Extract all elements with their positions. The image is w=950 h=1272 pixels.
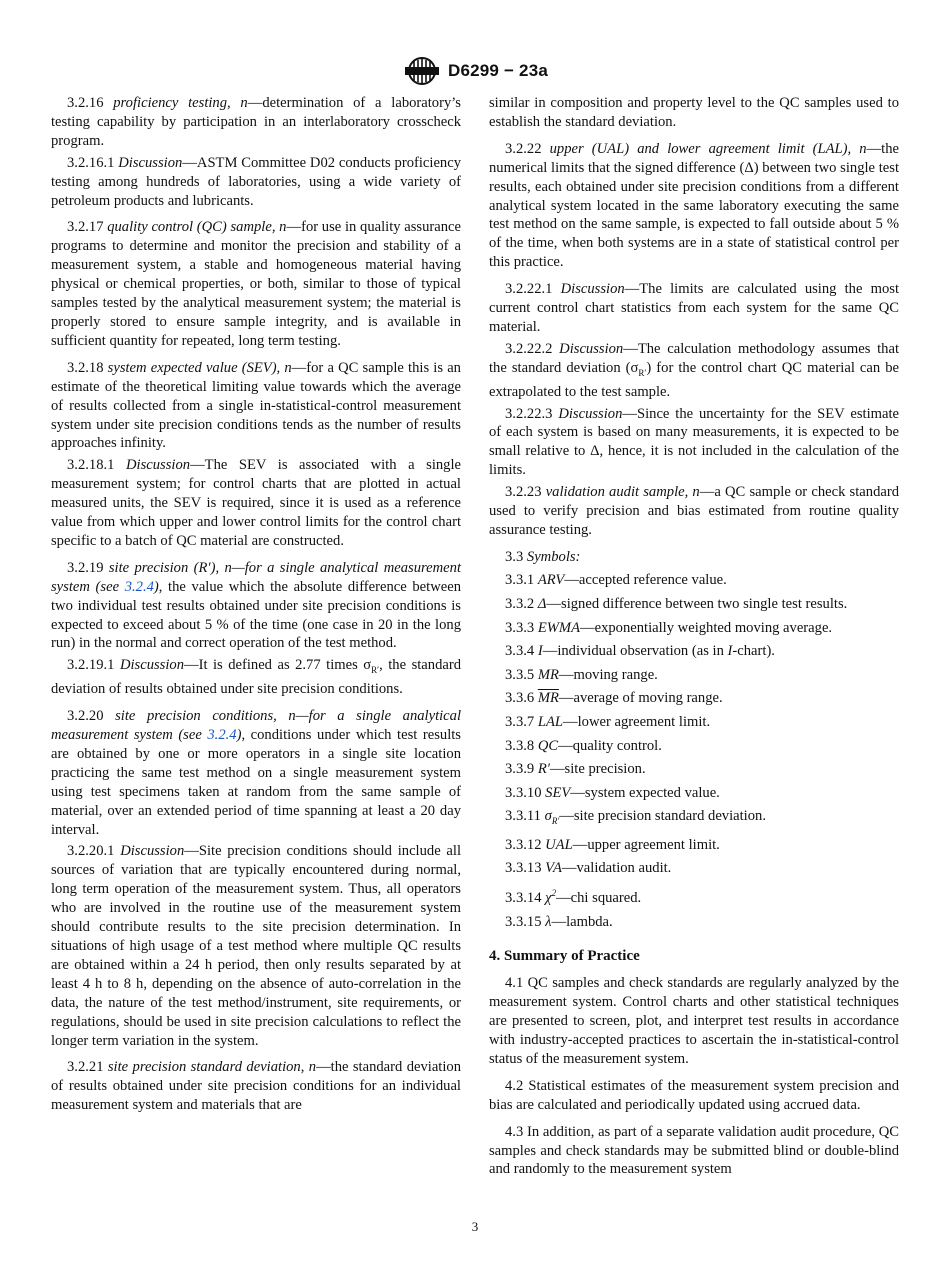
para-3-2-22-3: 3.2.22.3 Discussion—Since the uncertainty for the SEV estimate of each system is based on many measurements, it is expected to be small relative to Δ, hence, it is not included in the calculation of the limits. bbox=[489, 405, 899, 479]
left-column bbox=[51, 94, 461, 1115]
page-number: 3 bbox=[471, 1219, 479, 1234]
document-id: D6299 − 23a bbox=[447, 60, 549, 80]
para-4-2: 4.2 Statistical estimates of the measurement system precision and bias are calculated and periodically updated using accrued data. bbox=[489, 1077, 899, 1113]
para-3-2-20-1: 3.2.20.1 Discussion—Site precision conditions should include all sources of variation that are typically encountered during normal, long term operation of the measurement system. Thus, all operators who are involved in the routine use of the measurement system should contribute results to the site precision determination. In situations of high usage of a test method where multiple QC results are obtained within a 24 h period, then only results separated by at least 4 h to 8 h, depending on the absence of auto-correlation in the data, the nature of the test method/instrument, site requirements, or regulations, should be used in site precision calculations to reflect the longer term variation in the system. bbox=[51, 843, 461, 1049]
para-3-2-22: 3.2.22 upper (UAL) and lower agreement limit (LAL), n—the numerical limits that the signed difference (Δ) between two single test results, each obtained under site precision conditions from a different analytical system located in the same laboratory executing the same test method on the same sample, is expected to fall outside about 5 % of the time, when both systems are in a state of statistical control per this practice. bbox=[489, 140, 899, 271]
section-heading-4: 4. Summary of Practice bbox=[489, 948, 640, 965]
para-continued: similar in composition and property level to the QC samples used to establish the standard deviation. bbox=[489, 95, 899, 130]
para-4-1: 4.1 QC samples and check standards are regularly analyzed by the measurement system. Control charts and other statistical techniques are presented to screen, plot, and interpret test results in accordance with industry-accepted practices to ascertain the in-statistical-control status of the measurement system. bbox=[489, 975, 900, 1067]
ref-link-3-2-4[interactable]: 3.2.4 bbox=[124, 578, 154, 595]
symbol-item: 3.3.12 UAL—upper agreement limit. bbox=[505, 836, 720, 853]
symbol-item: 3.3.3 EWMA—exponentially weighted moving average. bbox=[505, 619, 833, 636]
para-3-2-23: 3.2.23 validation audit sample, n—a QC sample or check standard used to verify precision and bias estimated from routine quality assurance testing. bbox=[489, 484, 899, 538]
symbol-item: 3.3.5 MR—moving range. bbox=[505, 666, 658, 683]
symbol-item: 3.3.7 LAL—lower agreement limit. bbox=[505, 714, 711, 730]
para-3-2-21: 3.2.21 site precision standard deviation, n—the standard deviation of results obtained under site precision conditions for an individual measurement system and materials that are bbox=[51, 1059, 461, 1114]
para-3-2-19-1: 3.2.19.1 Discussion—It is defined as 2.77 times $\sigma_{R'}$, the standard deviation of results obtained under site precision conditions. bbox=[51, 657, 462, 698]
symbol-item: 3.3.10 SEV—system expected value. bbox=[505, 784, 720, 801]
page-header bbox=[0, 56, 950, 86]
symbol-item: 3.3.8 QC—quality control. bbox=[505, 737, 662, 754]
symbol-item: 3.3.6 $\overline{MR}—average$ of moving range. bbox=[505, 690, 723, 707]
symbol-item: 3.3.1 ARV—accepted reference value. bbox=[505, 572, 727, 589]
symbol-item: 3.3.14 $\chi^2—chi$ squared. bbox=[505, 888, 642, 906]
para-3-2-16-1: 3.2.16.1 Discussion—ASTM Committee D02 conducts proficiency testing among hundreds of laboratories, using a wide variety of petroleum products and lubricants. bbox=[51, 154, 461, 209]
para-3-2-22-1: 3.2.22.1 Discussion—The limits are calculated using the most current control chart statistics from each system for the same QC material. bbox=[489, 281, 899, 335]
ref-link-3-2-4[interactable]: 3.2.4 bbox=[207, 727, 237, 743]
para-4-3: 4.3 In addition, as part of a separate validation audit procedure, QC samples and check standards may be submitted blind or double-blind and randomly to the measurement system bbox=[489, 1123, 899, 1178]
para-3-2-22-2: 3.2.22.2 Discussion—The calculation methodology assumes that the standard deviation $(\sigma_{R'})$ for the control chart QC material can be extrapolated to the test sample. bbox=[489, 340, 899, 400]
right-column bbox=[489, 94, 899, 1179]
symbols-list bbox=[489, 548, 899, 932]
para-3-2-16: 3.2.16 proficiency testing, n—determination of a laboratory’s testing capability by participation in an interlaboratory crosscheck program. bbox=[51, 95, 461, 149]
astm-logo-icon bbox=[402, 56, 442, 86]
symbol-item: 3.3.15 λ—lambda. bbox=[505, 913, 613, 930]
para-3-2-18-1: 3.2.18.1 Discussion—The SEV is associated with a single measurement system; for control charts that are plotted in actual measured units, the SEV is required, since it is used as a reference value from which upper and lower control limits for the control chart specific to a batch of QC material are constructed. bbox=[51, 457, 461, 549]
para-3-2-18: 3.2.18 system expected value (SEV), n—for a QC sample this is an estimate of the theoretical limiting value towards which the average of results collected from a single in-statistical-control measurement system under site precision conditions tends as the number of results approaches infinity. bbox=[51, 359, 461, 452]
symbol-item: 3.3.2 Δ—signed difference between two single test results. bbox=[505, 596, 848, 613]
symbols-heading: 3.3 Symbols: bbox=[505, 548, 581, 565]
symbol-item: 3.3.13 VA—validation audit. bbox=[505, 860, 672, 877]
para-3-2-20: 3.2.20 site precision conditions, n—for a single analytical measurement system (see 3.2.4), conditions under which test results are obtained by one or more operators in a single site location practicing the same test method on a single measurement system using test specimens taken at random from the same sample of material, over an extended period of time spanning at least a 20 day interval. bbox=[51, 708, 462, 838]
para-3-2-19: 3.2.19 site precision (R′), n—for a single analytical measurement system (see 3.2.4), the value which the absolute difference between two individual test results obtained under site precision conditions is expected to exceed about 5 % of the time (one case in 20 in the long run) in the normal and correct operation of the test method. bbox=[51, 559, 461, 652]
symbol-item: 3.3.4 I—individual observation (as in I-chart). bbox=[505, 643, 775, 660]
para-3-2-17: 3.2.17 quality control (QC) sample, n—for use in quality assurance programs to determine and monitor the precision and stability of a measurement system, a stable and homogeneous material having physical or chemical properties, or both, similar to those of typical samples tested by the analytical measurement system; the material is properly stored to ensure sample integrity, and is available in sufficient quantity for repeated, long term testing. bbox=[51, 219, 461, 349]
symbol-item: 3.3.11 $\sigma_{R'}—site$ precision standard deviation. bbox=[505, 808, 766, 827]
symbol-item: 3.3.9 R′—site precision. bbox=[505, 761, 646, 778]
